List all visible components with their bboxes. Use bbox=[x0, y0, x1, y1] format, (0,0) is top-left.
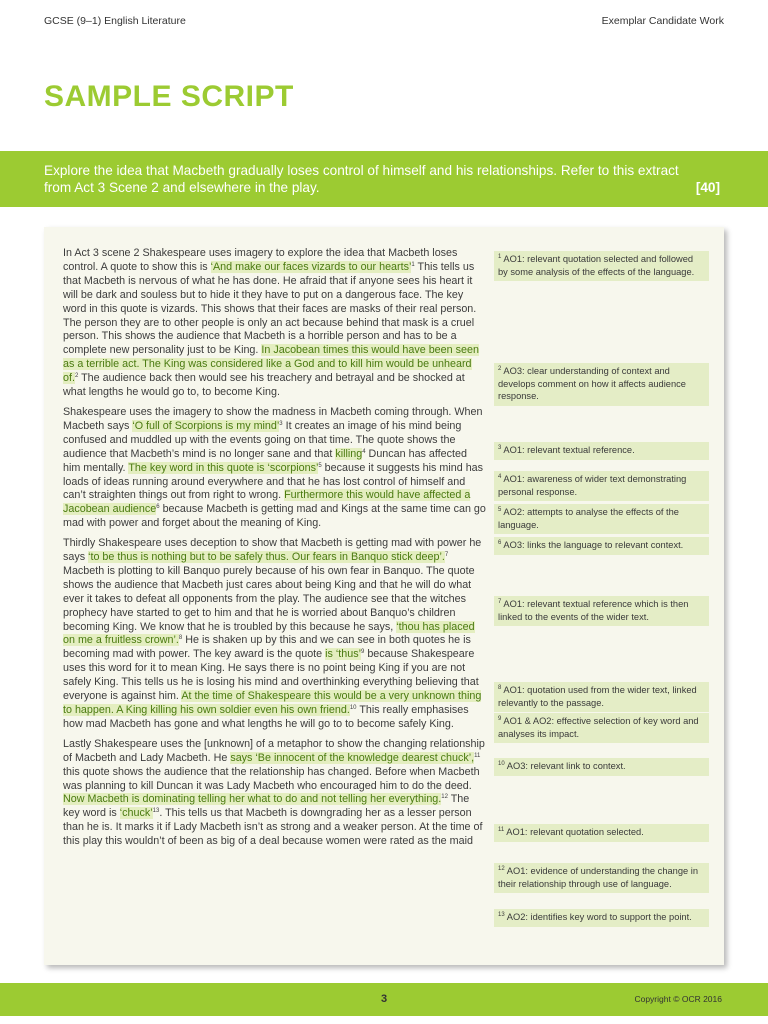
comment-number: 10 bbox=[498, 761, 505, 767]
comment-number: 12 bbox=[498, 866, 505, 872]
comment-number: 13 bbox=[498, 912, 505, 918]
highlighted-quote: In Jacobean times this would have been seen as a terrible act. The King was considered like a God and to kill him would be unheard of. bbox=[63, 344, 479, 385]
script-text: because Shakespeare uses this word for it to mean King. He says there is no point being King if you are not safely King. This tells us he is losing his mind and overthinking everything believing that everyone is against him. bbox=[63, 648, 479, 703]
comment-number: 11 bbox=[498, 827, 505, 833]
comment-text: AO1: relevant quotation selected and followed by some analysis of the effects of the language. bbox=[498, 254, 695, 277]
comment-number: 6 bbox=[498, 540, 502, 546]
script-text: This tells us that Macbeth is nervous of what he has done. He afraid that if anyone sees his heart it will be dark and souless but to hide it they have to put on a dangerous face. The key word in this quote is vizards. This shows that their faces are masks of their real person. The person they are to other people is only an act because behind that mask is a cruel person. This shows the audience that Macbeth is a horrible person and has to be a complete new personality just to be King. bbox=[63, 260, 477, 357]
question-band bbox=[0, 151, 768, 207]
script-text: Duncan has affected him mentally. bbox=[63, 447, 467, 474]
highlighted-quote: ‘And make our faces vizards to our hearts’ bbox=[210, 260, 412, 273]
footnote-ref: 7 bbox=[444, 552, 449, 559]
script-text: Macbeth is plotting to kill Banquo purely because of his own fear in Banquo. The quote shows the audience that Macbeth just cares about being King and that he will do what ever it takes to defeat all opponents from the play. The audience see that the witches prophecy have started to get to him and that he is worried about Banquo’s children becoming King. We know that he is troubled by this because he says, bbox=[63, 564, 475, 633]
highlighted-quote: ‘to be thus is nothing but to be safely thus. Our fears in Banquo stick deep’. bbox=[88, 551, 445, 564]
comment-text: AO1 & AO2: effective selection of key word and analyses its impact. bbox=[498, 716, 699, 739]
script-text: The audience back then would see his treachery and betrayal and be shocked at what lengths he would go to, to become King. bbox=[63, 372, 465, 399]
footnote-ref: 8 bbox=[178, 635, 183, 642]
script-text: In Act 3 scene 2 Shakespeare uses imagery to explore the idea that Macbeth loses control. A quote to show this is bbox=[63, 247, 458, 273]
script-text: Shakespeare uses the imagery to show the madness in Macbeth coming through. When Macbeth says bbox=[63, 405, 483, 432]
footnote-ref: 10 bbox=[349, 705, 357, 711]
question-marks: [40] bbox=[695, 180, 720, 195]
comment-text: AO3: clear understanding of context and develops comment on how it affects audience response. bbox=[498, 366, 686, 402]
comment-text: AO1: relevant textual reference. bbox=[501, 445, 635, 455]
script-paragraph-1 bbox=[63, 247, 487, 400]
script-paragraph-3 bbox=[63, 537, 487, 732]
question-text: Explore the idea that Macbeth gradually loses control of himself and his relationships. Refer to this extract from Act 3 Scene 2 and elsewhere in the play. bbox=[44, 163, 679, 195]
comment-number: 3 bbox=[498, 445, 502, 451]
footnote-ref: 13 bbox=[152, 808, 160, 815]
examiner-comment-8 bbox=[494, 682, 709, 712]
examiner-comment-11 bbox=[494, 824, 709, 842]
script-text: Thirdly Shakespeare uses deception to show that Macbeth is getting mad with power he says bbox=[63, 537, 482, 564]
highlighted-quote: Now Macbeth is dominating telling her what to do and not telling her everything. bbox=[63, 793, 442, 806]
comment-text: AO1: relevant quotation selected. bbox=[504, 827, 644, 837]
page-title: SAMPLE SCRIPT bbox=[44, 80, 294, 113]
highlighted-quote: ‘thou has placed on me a fruitless crown’. bbox=[63, 620, 475, 647]
comment-text: AO1: awareness of wider text demonstrating personal response. bbox=[498, 474, 687, 497]
highlighted-quote: Furthermore this would have affected a Jacobean audience bbox=[63, 489, 471, 516]
examiner-comment-10 bbox=[494, 758, 709, 776]
script-text: because it suggests his mind has loads of ideas running around everywhere and that he has lost control of himself and can’t straighten things out from right to wrong. bbox=[63, 461, 484, 502]
examiner-comment-6 bbox=[494, 537, 709, 555]
examiner-comment-13 bbox=[494, 909, 709, 927]
script-text: This really emphasises how mad Macbeth has gone and what lengths he will go to to become safely King. bbox=[63, 704, 469, 730]
footnote-ref: 11 bbox=[474, 752, 481, 759]
footnote-ref: 2 bbox=[74, 373, 79, 380]
footnote-ref: 1 bbox=[411, 261, 415, 268]
comment-number: 8 bbox=[498, 685, 502, 691]
examiner-comment-1 bbox=[494, 251, 709, 281]
examiner-comment-3 bbox=[494, 442, 709, 460]
comment-number: 7 bbox=[498, 599, 502, 605]
comment-text: AO1: quotation used from the wider text, linked relevantly to the passage. bbox=[498, 685, 697, 708]
script-text: Lastly Shakespeare uses the [unknown] of a metaphor to show the changing relationship of Macbeth and Lady Macbeth. He bbox=[63, 737, 485, 764]
footer-band bbox=[0, 983, 768, 1016]
highlighted-quote: ‘O full of Scorpions is my mind’ bbox=[132, 419, 280, 432]
comment-number: 5 bbox=[498, 507, 502, 513]
footnote-ref: 3 bbox=[279, 420, 283, 427]
examiner-comment-7 bbox=[494, 596, 709, 626]
comment-number: 1 bbox=[498, 254, 502, 260]
footnote-ref: 5 bbox=[318, 462, 322, 469]
script-text: The key word is bbox=[63, 793, 470, 820]
candidate-script bbox=[63, 247, 487, 855]
script-text: He is shaken up by this and we can see in both quotes he is becoming mad with power. The key award is the quote bbox=[63, 634, 471, 661]
script-paragraph-4 bbox=[63, 738, 487, 849]
highlighted-quote: At the time of Shakespeare this would be a very unknown thing to happen. A King killing his own soldier even his own friend. bbox=[63, 690, 482, 716]
examiner-comment-9 bbox=[494, 713, 709, 743]
highlighted-quote: killing bbox=[335, 447, 363, 460]
highlighted-quote: The key word in this quote is ‘scorpions’ bbox=[128, 461, 319, 474]
comment-number: 2 bbox=[498, 366, 502, 372]
header-doc-type: Exemplar Candidate Work bbox=[601, 15, 724, 27]
comment-text: AO1: evidence of understanding the change in their relationship through use of language. bbox=[498, 866, 698, 889]
comment-text: AO2: identifies key word to support the point. bbox=[504, 912, 692, 922]
header-subject: GCSE (9–1) English Literature bbox=[44, 15, 186, 27]
examiner-comment-2 bbox=[494, 363, 709, 406]
comment-number: 9 bbox=[498, 716, 502, 722]
examiner-comment-5 bbox=[494, 504, 709, 534]
highlighted-quote: says ‘Be innocent of the knowledge dearest chuck’, bbox=[230, 751, 475, 764]
footnote-ref: 4 bbox=[362, 448, 366, 455]
script-text: It creates an image of his mind being confused and muddled up with the events going on that time. The quote shows the audience that Macbeth’s mind is no longer sane and that bbox=[63, 419, 462, 460]
highlighted-quote: ‘chuck’ bbox=[119, 807, 153, 820]
page-number: 3 bbox=[380, 993, 388, 1005]
examiner-comment-4 bbox=[494, 471, 709, 501]
script-text: this quote shows the audience that the relationship has changed. Before when Macbeth was planning to kill Duncan it was Lady Macbeth who encouraged him to do the deed. bbox=[63, 765, 480, 792]
script-paragraph-2 bbox=[63, 406, 487, 531]
copyright-notice: Copyright © OCR 2016 bbox=[634, 994, 722, 1004]
comment-text: AO2: attempts to analyse the effects of the language. bbox=[498, 507, 679, 530]
comment-text: AO3: relevant link to context. bbox=[504, 761, 626, 771]
comment-text: AO3: links the language to relevant context. bbox=[501, 540, 684, 550]
comment-number: 4 bbox=[498, 474, 502, 480]
examiner-comment-12 bbox=[494, 863, 709, 893]
highlighted-quote: is ‘thus’ bbox=[325, 648, 361, 661]
script-text: because Macbeth is getting mad and Kings at the same time can go mad with power and forget about the meaning of King. bbox=[63, 503, 486, 530]
footnote-ref: 9 bbox=[361, 649, 365, 656]
comment-text: AO1: relevant textual reference which is then linked to the events of the wider text. bbox=[498, 599, 689, 622]
footnote-ref: 12 bbox=[441, 794, 448, 801]
footnote-ref: 6 bbox=[156, 504, 160, 511]
script-text: . This tells us that Macbeth is downgrading her as a lesser person than he is. It marks it if Lady Macbeth isn’t as strong and a weaker person. At the time of this play this wouldn’t of been as big of a deal because women were rated as the maid bbox=[63, 807, 483, 848]
